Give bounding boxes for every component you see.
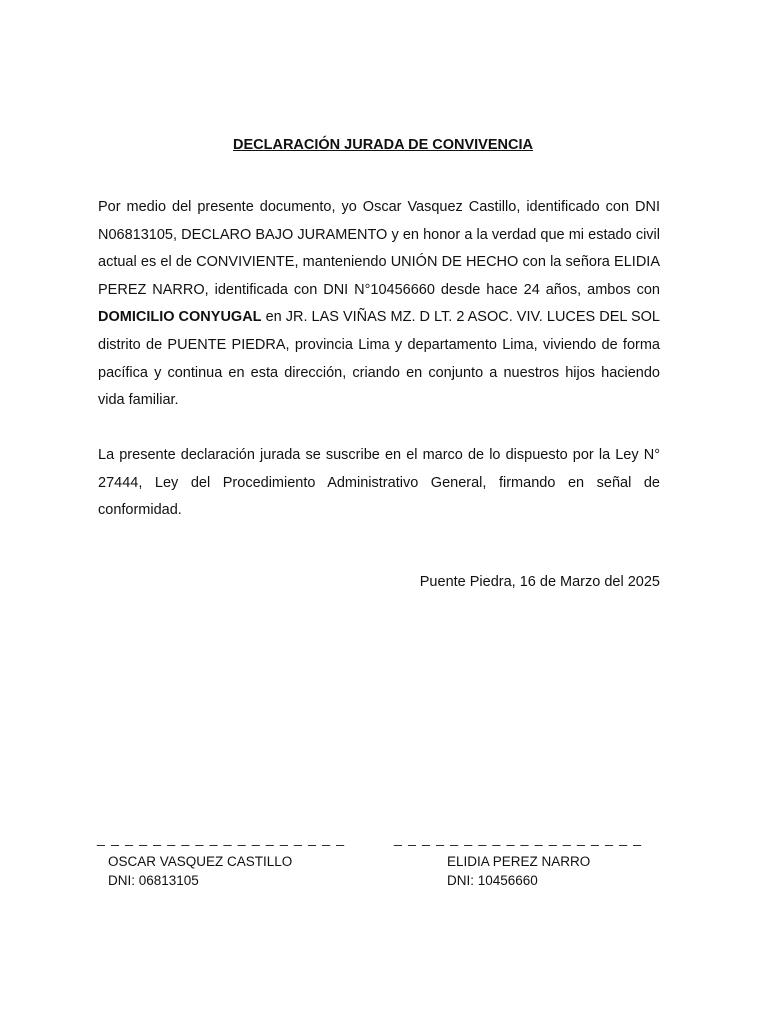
legal-basis-paragraph: La presente declaración jurada se suscribe en el marco de lo dispuesto por la Ley N° 27444, Ley del Procedimiento Administrativo General, firmando en señal de conformidad. [98,447,660,519]
domicilio-conyugal-bold: DOMICILIO CONYUGAL [98,309,262,326]
signer-name-left: OSCAR VASQUEZ CASTILLO [108,854,293,869]
document-title: DECLARACIÓN JURADA DE CONVIVENCIA [233,137,533,153]
signature-block-left [108,852,292,890]
declaration-text-end: en JR. LAS VIÑAS MZ. D LT. 2 ASOC. VIV. LUCES DEL SOL distrito de PUENTE PIEDRA, provincia Lima y departamento Lima, viviendo de forma pacífica y continua en esta dirección, criando en conjunto a nuestros hijos haciendo vida familiar. [98,309,660,409]
signer-name-right: ELIDIA PEREZ NARRO [447,854,591,869]
signer-dni-left: DNI: 06813105 [108,873,199,888]
signature-line-left: _ _ _ _ _ _ _ _ _ _ _ _ _ _ _ _ _ _ [97,830,346,846]
signer-dni-right: DNI: 10456660 [447,873,538,888]
declaration-paragraph [98,194,660,415]
signature-block-right [447,852,590,890]
declaration-text-start: Por medio del presente documento, yo Oscar Vasquez Castillo, identificado con DNI N06813105, DECLARO BAJO JURAMENTO y en honor a la verdad que mi estado civil actual es el de CONVIVIENTE, manteniendo UNIÓN DE HECHO con la señora ELIDIA PEREZ NARRO, identificada con DNI N°10456660 desde hace 24 años, ambos con [98,199,660,298]
signature-line-right: _ _ _ _ _ _ _ _ _ _ _ _ _ _ _ _ _ _ [394,830,643,846]
place-date-line: Puente Piedra, 16 de Marzo del 2025 [419,574,660,590]
